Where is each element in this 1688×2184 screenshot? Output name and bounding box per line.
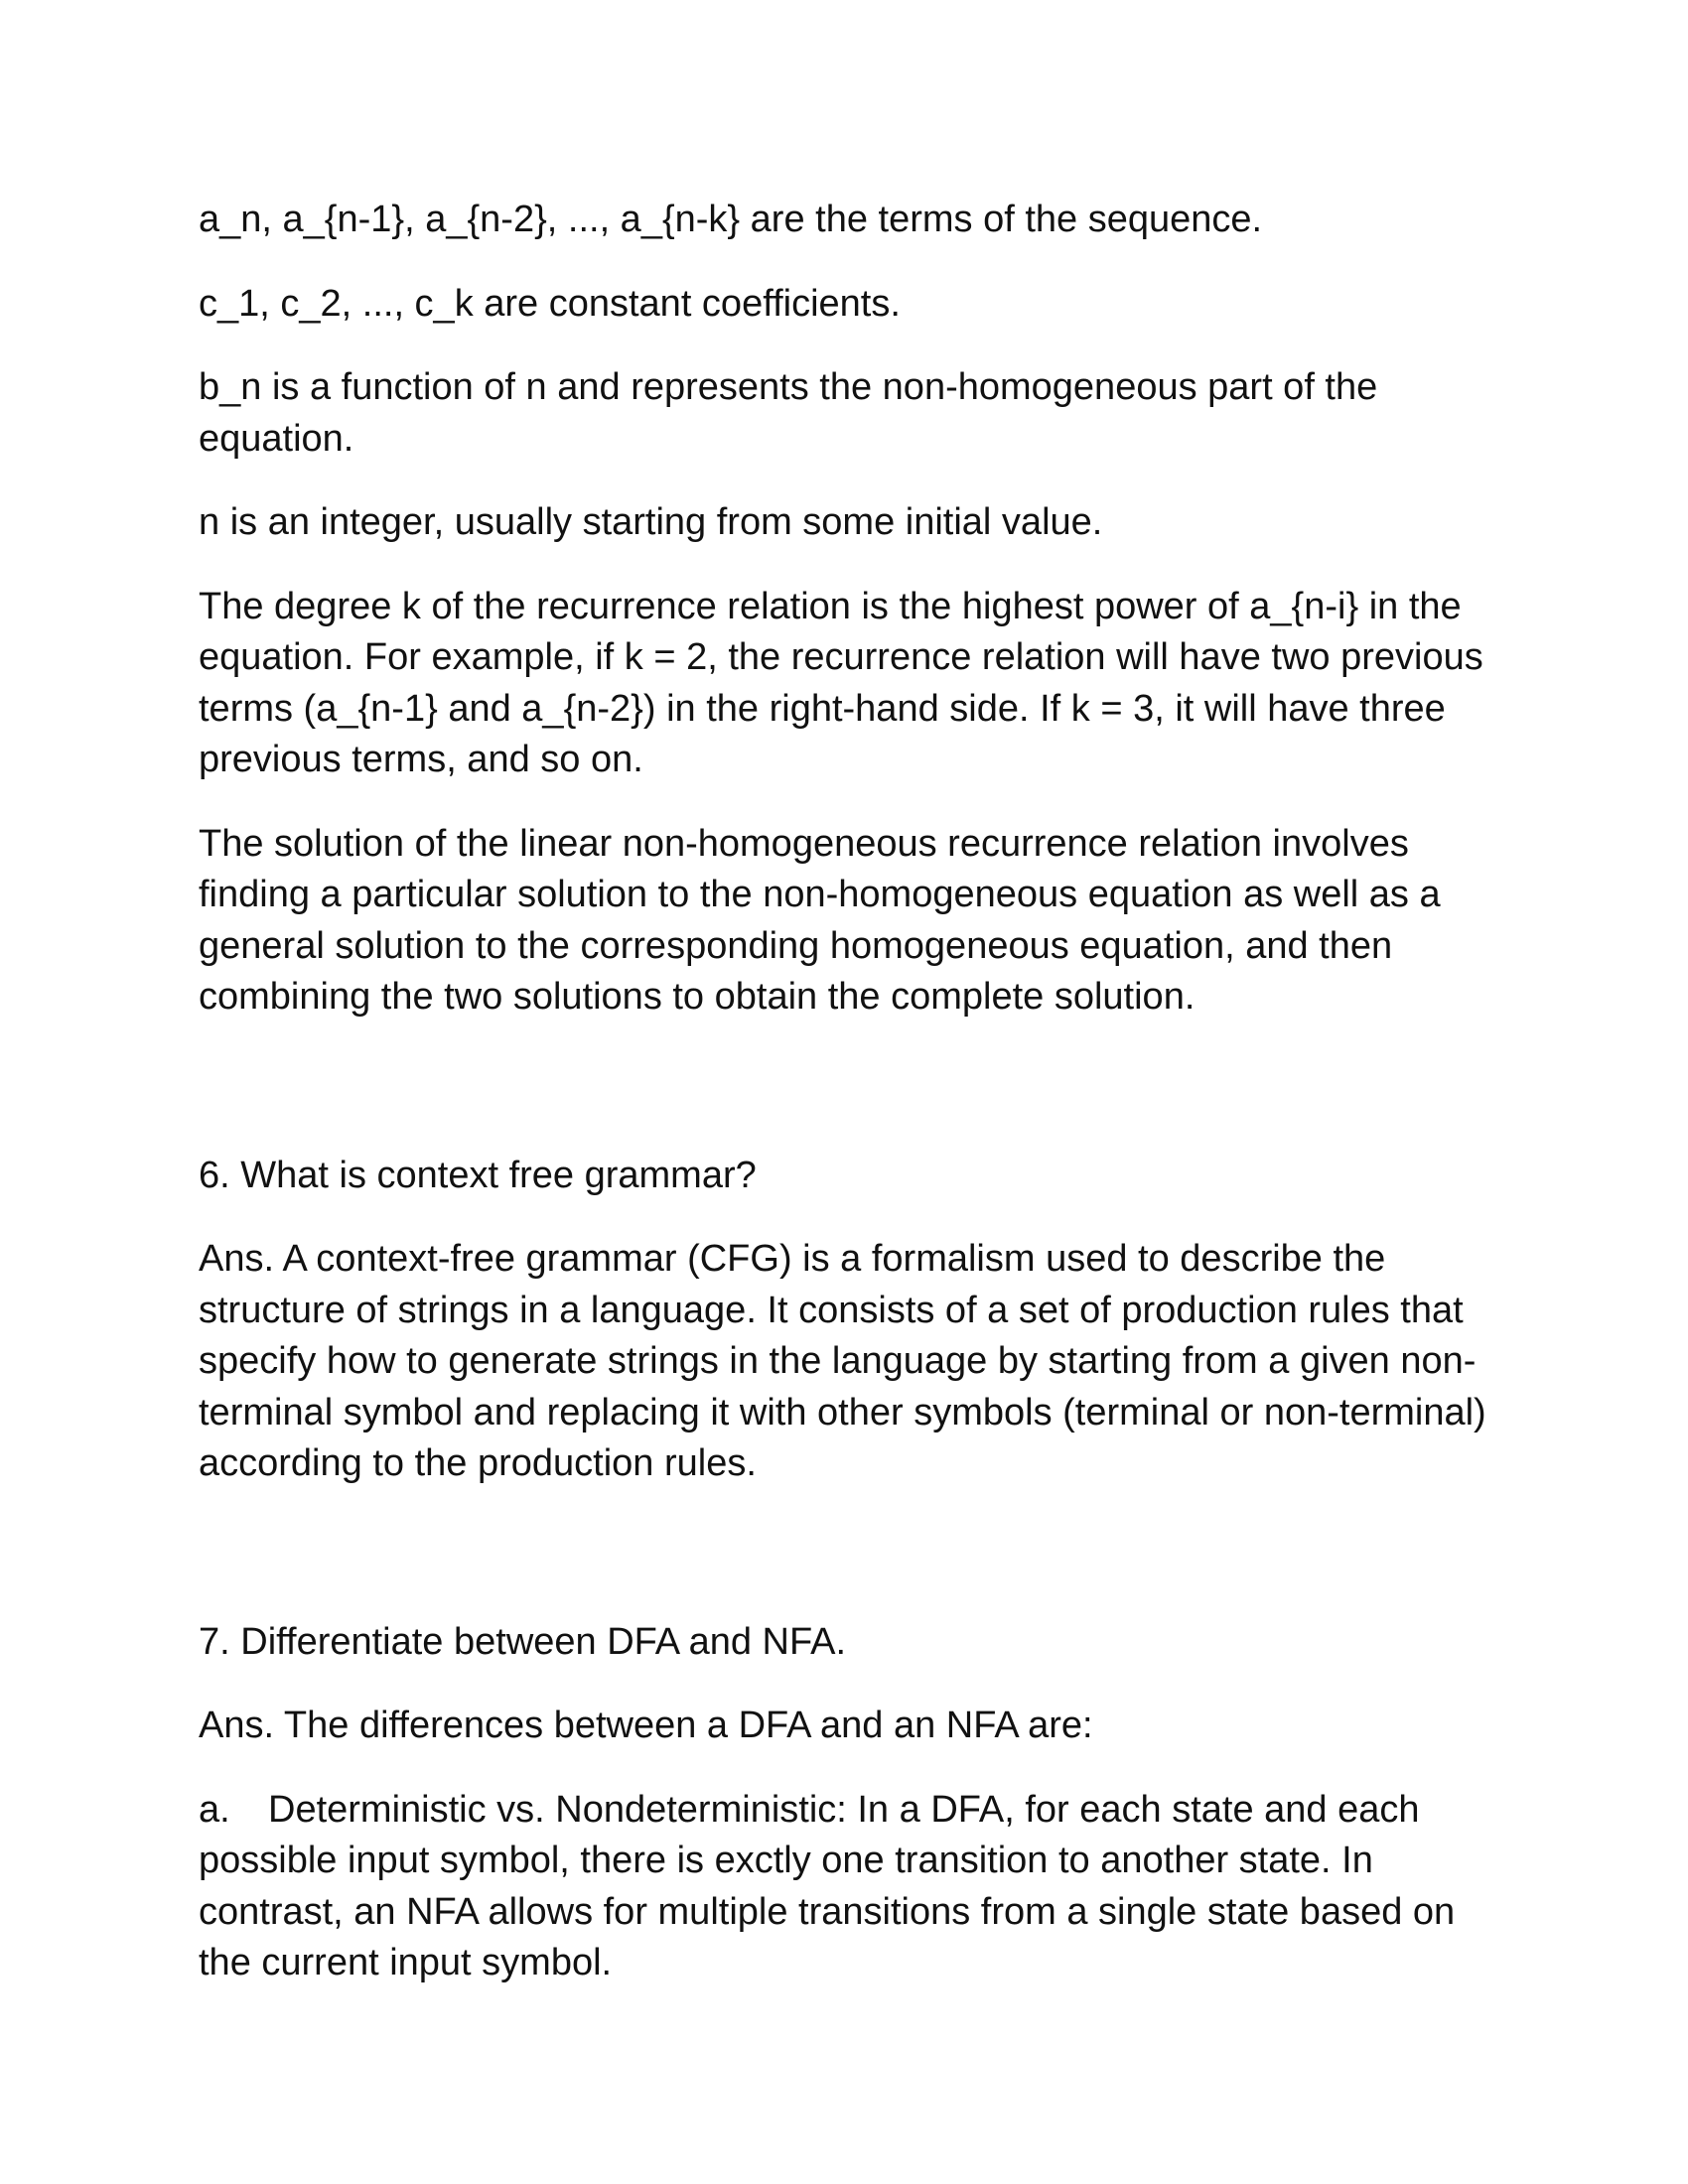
paragraph-integer-n: n is an integer, usually starting from some initial value. bbox=[199, 501, 1103, 543]
paragraph-sequence-terms: a_n, a_{n-1}, a_{n-2}, ..., a_{n-k} are the terms of the sequence. bbox=[199, 199, 1263, 240]
paragraph-solution: The solution of the linear non-homogeneous recurrence relation involves finding a particular solution to the non-homogeneous equation as well as a general solution to the corresponding homogeneous equation, and then combining the two solutions to obtain the complete solution. bbox=[199, 822, 1441, 1018]
paragraph-nonhomogeneous-part: b_n is a function of n and represents the non-homogeneous part of the equation. bbox=[199, 366, 1378, 460]
question-6-answer: Ans. A context-free grammar (CFG) is a formalism used to describe the structure of strings in a language. It consists of a set of production rules that specify how to generate strings in the language by starting from a given non-terminal symbol and replacing it with other symbols (terminal or non-terminal) according to the production rules. bbox=[199, 1238, 1486, 1484]
list-item bbox=[199, 1785, 1509, 1989]
paragraph-coefficients: c_1, c_2, ..., c_k are constant coefficients. bbox=[199, 282, 901, 325]
paragraph-degree-k: The degree k of the recurrence relation is the highest power of a_{n-i} in the equation. For example, if k = 2, the recurrence relation will have two previous terms (a_{n-1} and a_{n-2}) in the right-hand side. If k = 3, it will have three previous terms, and so on. bbox=[199, 585, 1483, 780]
question-7-heading: 7. Differentiate between DFA and NFA. bbox=[199, 1620, 847, 1663]
question-7-answer-intro: Ans. The differences between a DFA and an NFA are: bbox=[199, 1705, 1093, 1746]
document-page bbox=[199, 195, 1509, 2022]
list-item-marker: a. bbox=[199, 1788, 230, 1831]
question-6-heading: 6. What is context free grammar? bbox=[199, 1154, 757, 1196]
list-item-text: Deterministic vs. Nondeterministic: In a DFA, for each state and each possible input symbol, there is exctly one transition to another state. In contrast, an NFA allows for multiple transitions from a single state based on the current input symbol. bbox=[199, 1788, 1456, 1983]
